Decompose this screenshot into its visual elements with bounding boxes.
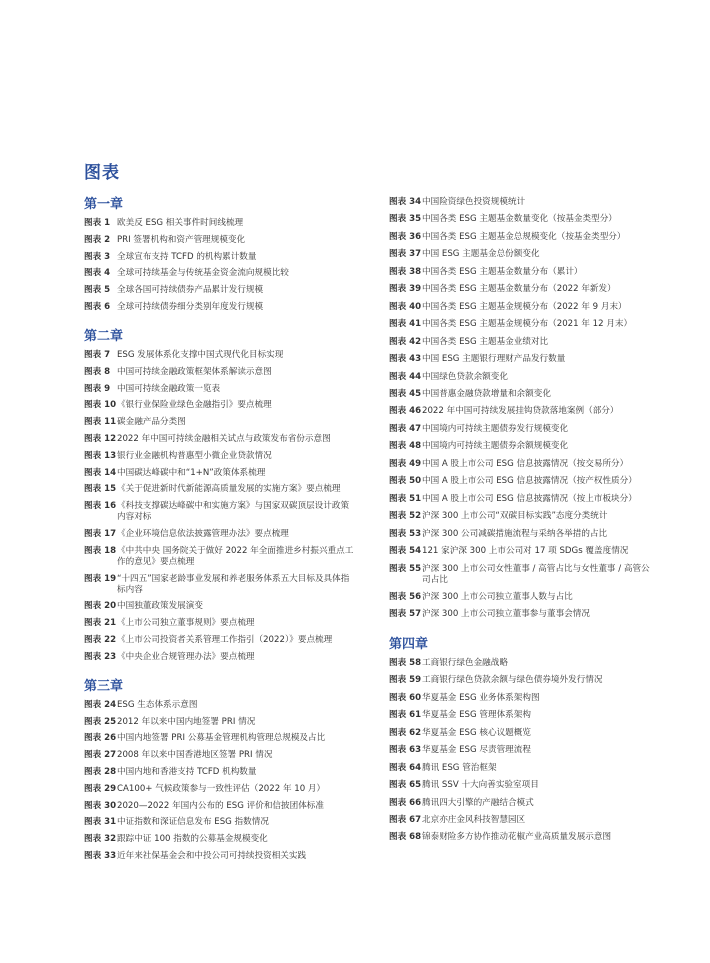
figure-list-item [389, 406, 655, 423]
figure-list-item [84, 384, 354, 401]
figure-number: 图表 35 [389, 214, 422, 225]
figure-number: 图表 58 [389, 657, 422, 668]
figure-number: 图表 32 [84, 834, 117, 845]
figure-number: 图表 23 [84, 651, 117, 662]
figure-list-item [389, 511, 655, 528]
chapter-heading: 第三章 [84, 678, 124, 694]
figure-caption: 腾讯 SSV 十大向善实验室项目 [422, 780, 539, 791]
figure-number: 图表 55 [389, 563, 422, 574]
figure-number: 图表 18 [84, 545, 117, 556]
figure-caption: 中国各类 ESG 主题基金业绩对比 [422, 336, 549, 347]
figure-list-item [84, 635, 354, 652]
figure-list-item [389, 232, 655, 249]
figure-number: 图表 14 [84, 467, 117, 478]
figure-list-item [389, 354, 655, 371]
figure-number: 图表 30 [84, 800, 117, 811]
figure-number: 图表 49 [389, 458, 422, 469]
figure-number: 图表 9 [84, 383, 111, 394]
figure-number: 图表 48 [389, 441, 422, 452]
figure-number: 图表 17 [84, 529, 117, 539]
figure-number: 图表 34 [389, 197, 422, 207]
figure-caption: 碳金融产品分类图 [117, 417, 186, 428]
figure-number: 图表 61 [389, 710, 422, 721]
figure-list-item [389, 319, 655, 336]
figure-number: 图表 66 [389, 797, 422, 808]
page-title: 图表 [84, 163, 120, 183]
figure-list-item [389, 302, 655, 319]
figure-caption: 沪深 300 上市公司独立董事人数与占比 [422, 591, 573, 602]
figure-caption: 近年来社保基金会和中投公司可持续投资相关实践 [117, 851, 307, 861]
chapter-heading: 第一章 [84, 197, 124, 212]
figure-list-item [84, 546, 354, 574]
figure-caption: 中国各类 ESG 主题基金总规模变化（按基金类型分） [422, 231, 626, 242]
figure-caption: 《银行业保险业绿色金融指引》要点梳理 [117, 400, 272, 411]
figure-caption: 全球各国可持续债券产品累计发行规模 [117, 285, 264, 296]
figure-list-item [389, 441, 655, 458]
figure-list-item [389, 780, 655, 797]
figure-caption: 北京亦庄金风科技智慧园区 [422, 814, 526, 825]
figure-caption: 中国普惠金融贷款增量和余额变化 [422, 388, 551, 399]
figure-number: 图表 43 [389, 354, 422, 365]
figure-list-item [84, 750, 354, 767]
figure-caption: 中国绿色贷款余额变化 [422, 371, 508, 382]
figure-number: 图表 8 [84, 366, 111, 377]
figure-list-item [389, 529, 655, 546]
figure-list-item [84, 417, 354, 434]
figure-number: 图表 59 [389, 675, 422, 686]
figure-number: 图表 47 [389, 423, 422, 434]
figure-list-item [389, 267, 655, 284]
figure-caption: 2022 年中国可持续发展挂钩贷款落地案例（部分） [422, 406, 619, 417]
figure-caption: 中国各类 ESG 主题基金规模分布（2021 年 12 月末） [422, 319, 633, 330]
figure-number: 图表 46 [389, 406, 422, 417]
figure-list-item [389, 745, 655, 762]
figure-caption: 2008 年以来中国香港地区签署 PRI 情况 [117, 750, 273, 761]
left-column [84, 197, 354, 868]
figure-list-item [389, 728, 655, 745]
figure-caption: 中国各类 ESG 主题基金数量分布（累计） [422, 266, 583, 277]
figure-list-item [84, 784, 354, 801]
figure-list-item [84, 834, 354, 851]
figure-number: 图表 16 [84, 501, 117, 512]
figure-number: 图表 62 [389, 727, 422, 738]
figure-number: 图表 6 [84, 302, 111, 313]
figure-list-item [84, 235, 354, 252]
figure-list-item [389, 763, 655, 780]
figure-number: 图表 63 [389, 745, 422, 756]
figure-list-item [389, 710, 655, 727]
figure-number: 图表 24 [84, 699, 117, 710]
figure-list-item [84, 434, 354, 451]
figure-caption: 沪深 300 上市公司独立董事参与董事会情况 [422, 609, 590, 620]
figure-number: 图表 65 [389, 780, 422, 791]
figure-number: 图表 19 [84, 573, 117, 584]
figure-list-item [84, 601, 354, 618]
figure-caption: 中国独董政策发展演变 [117, 601, 203, 612]
figure-number: 图表 57 [389, 609, 422, 620]
figure-list-item [389, 675, 655, 692]
figure-caption: 跟踪中证 100 指数的公募基金规模变化 [117, 834, 268, 845]
figure-caption: 沪深 300 上市公司女性董事 / 高管占比与女性董事 / 高管公司占比 [422, 563, 650, 585]
figure-list-item [389, 214, 655, 231]
figure-caption: 中国各类 ESG 主题基金规模分布（2022 年 9 月末） [422, 301, 627, 312]
figure-number: 图表 26 [84, 733, 117, 744]
figure-number: 图表 54 [389, 546, 422, 557]
figure-caption: 中国可持续金融政策一览表 [117, 383, 221, 394]
figure-list-item [84, 733, 354, 750]
figure-list-item [84, 451, 354, 468]
figure-caption: 中国 A 股上市公司 ESG 信息披露情况（按产权性质分） [422, 476, 637, 487]
figure-number: 图表 1 [84, 218, 111, 228]
figure-caption: 《关于促进新时代新能源高质量发展的实施方案》要点梳理 [117, 484, 341, 495]
figure-caption: 中国 A 股上市公司 ESG 信息披露情况（按上市板块分） [422, 493, 637, 504]
figure-list-item [84, 252, 354, 269]
figure-caption: 《企业环境信息依法披露管理办法》要点梳理 [117, 529, 289, 539]
figure-caption: 全球可持续基金与传统基金资金流向规模比较 [117, 268, 289, 279]
figure-caption: 中国境内可持续主题债券发行规模变化 [422, 423, 569, 434]
figure-caption: 中国 ESG 主题银行理财产品发行数量 [422, 354, 566, 365]
figure-number: 图表 40 [389, 301, 422, 312]
figure-number: 图表 27 [84, 750, 117, 761]
chapter-heading: 第二章 [84, 328, 124, 344]
figure-caption: 银行业金融机构普惠型小微企业贷款情况 [117, 450, 272, 461]
figure-number: 图表 51 [389, 493, 422, 504]
figure-list-item [84, 268, 354, 285]
figure-caption: 中国境内可持续主题债券余额规模变化 [422, 441, 569, 452]
figure-number: 图表 36 [389, 231, 422, 242]
figure-caption: 中国险资绿色投资规模统计 [422, 197, 526, 207]
figure-number: 图表 33 [84, 851, 117, 861]
figure-number: 图表 37 [389, 249, 422, 260]
figure-list-item [84, 468, 354, 485]
figure-list-item [389, 564, 655, 592]
figure-list-item [389, 249, 655, 266]
figure-caption: 《上市公司独立董事规则》要点梳理 [117, 618, 255, 629]
figure-number: 图表 64 [389, 762, 422, 773]
figure-number: 图表 45 [389, 388, 422, 399]
figure-number: 图表 50 [389, 476, 422, 487]
figure-caption: 2020—2022 年国内公布的 ESG 评价和信披团体标准 [117, 800, 324, 811]
figure-caption: 《科技支撑碳达峰碳中和实施方案》与国家双碳顶层设计政策内容对标 [117, 501, 350, 523]
figure-caption: 欧美反 ESG 相关事件时间线梳理 [117, 218, 244, 228]
figure-caption: 《中央企业合规管理办法》要点梳理 [117, 651, 255, 662]
figure-number: 图表 68 [389, 832, 422, 843]
figure-list-item [84, 767, 354, 784]
figure-caption: 中国内地和香港支持 TCFD 机构数量 [117, 766, 257, 777]
figure-number: 图表 12 [84, 433, 117, 444]
figure-list-item [84, 801, 354, 818]
figure-number: 图表 20 [84, 601, 117, 612]
figure-caption: 《上市公司投资者关系管理工作指引（2022）》要点梳理 [117, 635, 333, 646]
figure-list-item [389, 832, 655, 849]
figure-caption: 中国内地签署 PRI 公募基金管理机构管理总规模及占比 [117, 733, 326, 744]
figure-caption: 《中共中央 国务院关于做好 2022 年全面推进乡村振兴重点工作的意见》要点梳理 [117, 545, 354, 567]
figure-number: 图表 10 [84, 400, 117, 411]
figure-caption: ESG 生态体系示意图 [117, 699, 198, 710]
figure-number: 图表 38 [389, 266, 422, 277]
figure-list-item [84, 484, 354, 501]
figure-caption: 腾讯四大引擎的产融结合模式 [422, 797, 534, 808]
figure-list-item [84, 367, 354, 384]
figure-caption: “十四五”国家老龄事业发展和养老服务体系五大目标及具体指标内容 [117, 573, 350, 595]
figure-list-item [84, 218, 354, 235]
figure-caption: 2012 年以来中国内地签署 PRI 情况 [117, 716, 256, 727]
figure-list-item [84, 400, 354, 417]
figure-caption: ESG 发展体系化支撑中国式现代化目标实现 [117, 349, 284, 360]
figure-number: 图表 4 [84, 268, 111, 279]
figure-list-item [84, 574, 354, 602]
figure-list-item [389, 337, 655, 354]
figure-number: 图表 31 [84, 817, 117, 828]
figure-number: 图表 22 [84, 635, 117, 646]
figure-list-item [84, 501, 354, 529]
figure-caption: 全球宣布支持 TCFD 的机构累计数量 [117, 251, 257, 262]
figure-caption: 全球可持续债券细分类别年度发行规模 [117, 302, 264, 313]
figure-caption: 工商银行绿色金融战略 [422, 657, 508, 668]
figure-number: 图表 39 [389, 284, 422, 295]
figure-number: 图表 3 [84, 251, 111, 262]
figure-number: 图表 5 [84, 285, 111, 296]
figure-number: 图表 29 [84, 783, 117, 794]
figure-list-item [84, 285, 354, 302]
figure-list-item [84, 700, 354, 717]
figure-caption: 中国各类 ESG 主题基金数量分布（2022 年新发） [422, 284, 616, 295]
figure-number: 图表 67 [389, 814, 422, 825]
figure-list-item [389, 693, 655, 710]
figure-list-item [389, 476, 655, 493]
figure-caption: 锦泰财险多方协作推动花椒产业高质量发展示意图 [422, 832, 612, 843]
figure-list-item [389, 815, 655, 832]
figure-list-item [389, 592, 655, 609]
figure-caption: 华夏基金 ESG 核心议题概览 [422, 727, 531, 738]
figure-list-item [84, 817, 354, 834]
figure-number: 图表 41 [389, 319, 422, 330]
figure-number: 图表 13 [84, 450, 117, 461]
figure-number: 图表 2 [84, 234, 111, 245]
figure-number: 图表 21 [84, 618, 117, 629]
figure-list-item [389, 798, 655, 815]
right-column [389, 197, 655, 850]
figure-list-item [389, 197, 655, 214]
figure-number: 图表 56 [389, 591, 422, 602]
figure-list-item [84, 717, 354, 734]
figure-caption: 腾讯 ESG 管治框架 [422, 762, 497, 773]
figure-caption: 沪深 300 公司减碳措施流程与采纳各举措的占比 [422, 528, 608, 539]
figure-list-item [389, 494, 655, 511]
figure-number: 图表 7 [84, 349, 111, 360]
figure-list-item [389, 372, 655, 389]
figure-number: 图表 25 [84, 716, 117, 727]
figure-list-item [84, 350, 354, 367]
figure-caption: 中国碳达峰碳中和“1+N”政策体系梳理 [117, 467, 266, 478]
figure-caption: 沪深 300 上市公司“双碳目标实践”态度分类统计 [422, 511, 608, 522]
figure-number: 图表 28 [84, 766, 117, 777]
figure-caption: PRI 签署机构和资产管理规模变化 [117, 234, 246, 245]
figure-number: 图表 42 [389, 336, 422, 347]
figure-list-item [84, 618, 354, 635]
figure-number: 图表 60 [389, 692, 422, 703]
figure-list-item [84, 652, 354, 669]
figure-number: 图表 15 [84, 484, 117, 495]
figure-caption: 中证指数和深证信息发布 ESG 指数情况 [117, 817, 269, 828]
figure-number: 图表 44 [389, 371, 422, 382]
figure-caption: 华夏基金 ESG 业务体系架构图 [422, 692, 540, 703]
chapter-heading: 第四章 [389, 636, 429, 652]
figure-list-item [389, 546, 655, 563]
figure-caption: 工商银行绿色贷款余额与绿色债券境外发行情况 [422, 675, 603, 686]
figure-list-item [389, 389, 655, 406]
figure-list-item [389, 284, 655, 301]
figure-caption: 华夏基金 ESG 尽责管理流程 [422, 745, 531, 756]
figure-list-item [84, 851, 354, 868]
figure-list-item [389, 424, 655, 441]
figure-list-item [389, 459, 655, 476]
figure-number: 图表 53 [389, 528, 422, 539]
figure-caption: 华夏基金 ESG 管理体系架构 [422, 710, 531, 721]
figure-caption: 2022 年中国可持续金融相关试点与政策发布省份示意图 [117, 433, 331, 444]
figure-caption: 中国 A 股上市公司 ESG 信息披露情况（按交易所分） [422, 458, 629, 469]
figure-list-item [389, 609, 655, 626]
figure-list-item [84, 302, 354, 319]
figure-caption: CA100+ 气候政策参与一致性评估（2022 年 10 月） [117, 783, 326, 794]
figure-list-item [389, 658, 655, 675]
figure-caption: 中国可持续金融政策框架体系解读示意图 [117, 366, 272, 377]
figure-caption: 121 家沪深 300 上市公司对 17 项 SDGs 覆盖度情况 [422, 546, 629, 557]
figure-caption: 中国 ESG 主题基金总份额变化 [422, 249, 540, 260]
figure-number: 图表 11 [84, 417, 117, 428]
figure-caption: 中国各类 ESG 主题基金数量变化（按基金类型分） [422, 214, 617, 225]
figure-number: 图表 52 [389, 511, 422, 522]
figure-list-item [84, 529, 354, 546]
